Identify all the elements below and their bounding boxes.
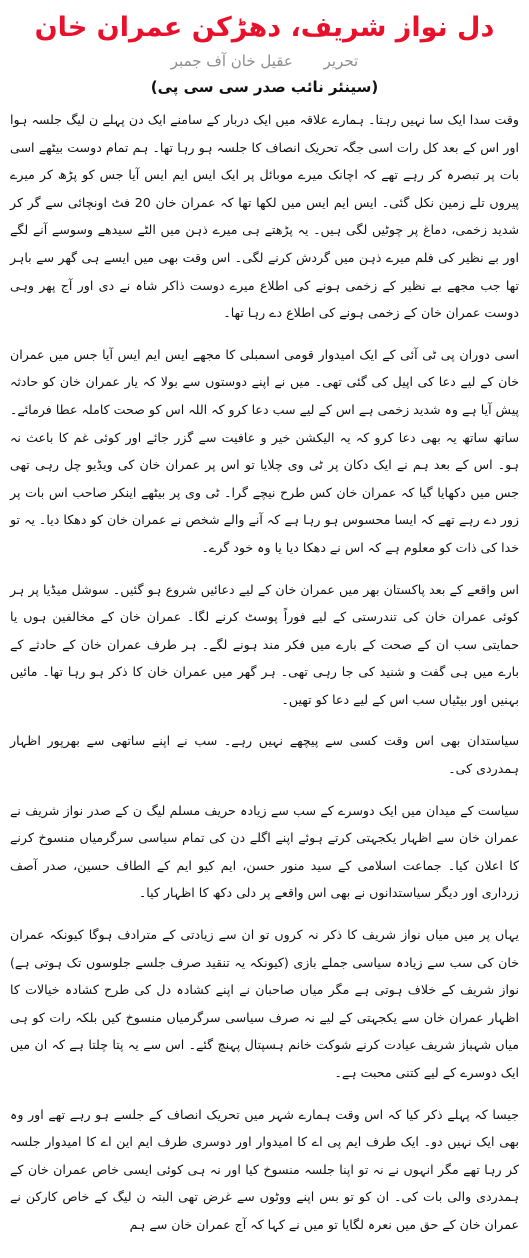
paragraph: وقت سدا ایک سا نہیں رہتا۔ ہمارے علاقہ میں ایک دربار کے سامنے ایک دن پہلے ن لیگ جلسہ ہوا اور اس کے بعد کل رات اسی جگہ تحریک انصاف کا جلسہ ہو رہا تھا۔ ہم تمام دوست بیٹھے اسی بات پر تبصرہ کر رہے تھے کہ اچانک میرے موبائل پر ایک ایس ایم ایس آیا جس کو پڑھ کر میرے پیروں تلے زمین نکل گئی۔ ایس ایم ایس میں لکھا تھا کہ عمران خان 20 فٹ اونچائی سے گر کر شدید زخمی، دماغ پر چوٹیں لگی ہیں۔ یہ پڑھتے ہی میرے ذہن میں الٹے سیدھے وسوسے آنے لگے اور بے نظیر کی فلم میرے ذہن میں گردش کرنے لگی۔ اس وقت بھی میں ایسے ہی گھر سے باہر تھا جب مجھے بے نظیر کے زخمی ہونے کی اطلاع میرے دوست ذاکر شاہ نے دی اور آج پھر وہی دوست عمران خان کے زخمی ہونے کی اطلاع دے رہا تھا۔ — [10, 112, 519, 321]
paragraph: جیسا کہ پہلے ذکر کیا کہ اس وقت ہمارے شہر میں تحریک انصاف کے جلسے ہو رہے تھے اور وہ بھی ایک نہیں دو۔ ایک طرف ایم پی اے کا امیدوار اور دوسری طرف ایم این اے کا امیدوار جلسہ کر رہا تھے مگر انہوں نے نہ تو اپنا جلسہ منسوخ کیا اور نہ ہی کوئی ایسی خاص عمران خان کے ہمدردی والی بات کی۔ ان کو تو بس اپنے ووٹوں سے غرض تھی البتہ ن لیگ کے خاص کارکن نے عمران خان کے حق میں نعرہ لگایا تو میں نے کہا کہ آج عمران خان سے ہم — [10, 1106, 519, 1232]
paragraph: اس واقعے کے بعد پاکستان بھر میں عمران خان کے لیے دعائیں شروع ہو گئیں۔ سوشل میڈیا پر ہر کوئی عمران خان کی تندرستی کے لیے فوراً پوسٹ کرنے لگا۔ عمران خان کے مخالفین ہوں یا حمایتی سب ان کے صحت کے بارے میں فکر مند ہونے لگے۔ ہر طرف عمران خان کے حادثے کے بارے میں ہی گفت و شنید کی جا رہی تھی۔ ہر گھر میں عمران خان کا ذکر ہو رہا تھا۔ مائیں بہنیں اور بیٹیاں سب اس کے لیے دعا کو تھیں۔ — [10, 581, 519, 707]
byline — [10, 48, 519, 74]
paragraph: یہاں پر میں میاں نواز شریف کا ذکر نہ کروں تو ان سے زیادتی کے مترادف ہوگا کیونکہ عمران خان کی سب سے زیادہ سیاسی جملے بازی (کیونکہ یہ تنقید صرف جلسے جلوسوں تک ہوتی ہے) نواز شریف کے خلاف ہوتی ہے مگر میاں صاحبان نے اپنے کشادہ دل کی طرح کشادہ خیالات کا اظہار عمران خان سے یکجہتی کے لیے نہ صرف سیاسی سرگرمیاں منسوخ کیں بلکہ رات کو ہی میاں شہباز شریف عیادت کرنے شوکت خانم ہسپتال پہنچ گئے۔ اس سے یہ پتا چلتا ہے کہ ان میں ایک دوسرے کے لیے کتنی محبت ہے۔ — [10, 927, 519, 1080]
author-name: عقیل خان آف جمبر — [170, 52, 293, 70]
byline-label: تحریر — [323, 52, 359, 70]
paragraph: سیاست کے میدان میں ایک دوسرے کے سب سے زیادہ حریف مسلم لیگ ن کے صدر نواز شریف نے عمران خان سے اظہار یکجہتی کرتے ہوئے اپنے اگلے دن کی تمام سیاسی سرگرمیاں منسوخ کرنے کا اعلان کیا۔ جماعت اسلامی کے سید منور حسن، ایم کیو ایم کے الطاف حسین، صدر آصف زرداری اور دیگر سیاستدانوں نے بھی اس واقعے پر دلی دکھ کا اظہار کیا۔ — [10, 802, 519, 901]
paragraph: اسی دوران پی ٹی آئی کے ایک امیدوار قومی اسمبلی کا مجھے ایس ایم ایس آیا جس میں عمران خان کے لیے دعا کی اپیل کی گئی تھی۔ میں نے اپنے دوستوں سے بولا کہ یار عمران خان کو حادثہ پیش آیا ہے وہ شدید زخمی ہے اس کے لیے سب دعا کرو کہ اللہ اس کو صحت کاملہ عطا فرمائے۔ ساتھ ساتھ یہ بھی دعا کرو کہ یہ الیکشن خیر و عافیت سے گزر جائے اور کوئی غم کا باعث نہ ہو۔ اس کے بعد ہم نے ایک دکان پر ٹی وی چلایا تو اس پر عمران خان کی ویڈیو چل رہی تھی جس میں دکھایا گیا کہ عمران خان کس طرح نیچے گرا۔ ٹی وی پر بیٹھے اینکر صاحب اس بات پر زور دے رہے تھے کہ ایسا محسوس ہو رہا ہے کہ آنے والے شخص نے عمران خان کو دھکا دیا۔ یہ تو خدا کی ذات کو معلوم ہے کہ اس نے دھکا دیا یا وہ خود گرے۔ — [10, 346, 519, 555]
paragraph: سیاستدان بھی اس وقت کسی سے پیچھے نہیں رہے۔ سب نے اپنے ساتھی سے بھرپور اظہار ہمدردی کی۔ — [10, 733, 519, 777]
article-body — [10, 106, 519, 1239]
author-designation: (سینئر نائب صدر سی سی پی) — [150, 78, 379, 96]
article-title: دل نواز شریف، دھڑکن عمران خان — [34, 12, 495, 43]
